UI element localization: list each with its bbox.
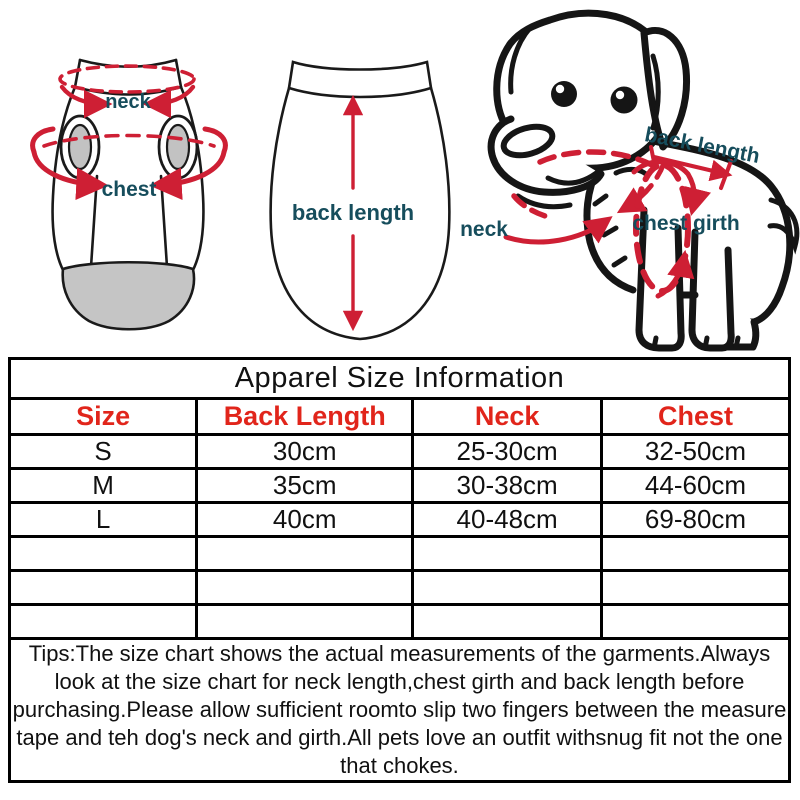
tips-text: Tips:The size chart shows the actual measurements of the garments.Always look at the size chart for neck length,chest girth and back length before purchasing.Please allow sufficient roomto slip two fingers between the measure tape and teh dog's neck and girth.All pets love an outfit withsnug fit not the one that chokes.: [10, 639, 790, 782]
dog-diagram: [448, 0, 800, 356]
apparel-size-table: [8, 357, 791, 783]
header-chest: Chest: [601, 399, 789, 435]
size-table-section: [8, 357, 791, 783]
table-header-row: [10, 399, 790, 435]
cell-neck: 40-48cm: [413, 503, 602, 537]
dog-neck-label: neck: [460, 218, 508, 241]
header-neck: Neck: [413, 399, 602, 435]
vest-armholes: [61, 116, 197, 178]
cell-neck: 30-38cm: [413, 469, 602, 503]
table-row-m: [10, 469, 790, 503]
table-title-row: [10, 359, 790, 399]
cell-size: L: [10, 503, 197, 537]
cell-back-length: 35cm: [197, 469, 413, 503]
table-tips-row: [10, 639, 790, 782]
cell-back-length: 40cm: [197, 503, 413, 537]
header-back-length: Back Length: [197, 399, 413, 435]
cell-chest: 44-60cm: [601, 469, 789, 503]
table-row-l: [10, 503, 790, 537]
cell-chest: 69-80cm: [601, 503, 789, 537]
cell-size: S: [10, 435, 197, 469]
dog-outline: [491, 13, 790, 348]
vest-hem: [63, 262, 194, 329]
front-vest-neck-label: neck: [105, 91, 151, 113]
dog-chest-girth-label: chest girth: [632, 212, 740, 235]
back-vest-length-label: back length: [291, 200, 415, 225]
dog-back-length-label: back length: [642, 123, 762, 169]
front-vest-chest-label: chest: [101, 178, 157, 201]
table-empty-row: [10, 537, 790, 571]
header-size: Size: [10, 399, 197, 435]
front-vest-diagram: [18, 46, 240, 346]
table-empty-row: [10, 605, 790, 639]
cell-back-length: 30cm: [197, 435, 413, 469]
table-empty-row: [10, 571, 790, 605]
cell-neck: 25-30cm: [413, 435, 602, 469]
cell-chest: 32-50cm: [601, 435, 789, 469]
back-vest-diagram: [253, 48, 465, 348]
table-title: Apparel Size Information: [10, 359, 790, 399]
table-row-s: [10, 435, 790, 469]
cell-size: M: [10, 469, 197, 503]
